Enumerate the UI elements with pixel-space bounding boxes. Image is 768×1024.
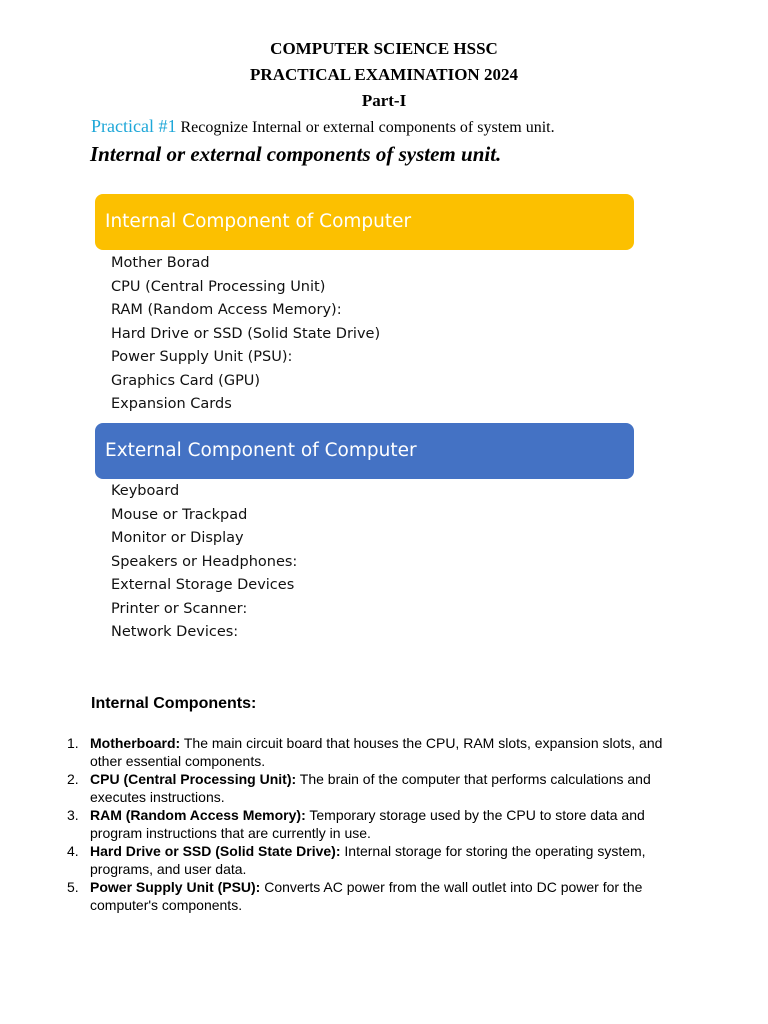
- item-number: 2.: [67, 771, 79, 787]
- description-item: [67, 806, 687, 842]
- item-description: Internal storage for storing the operating system, programs, and user data.: [90, 843, 646, 877]
- list-item: Expansion Cards: [111, 396, 232, 412]
- item-term: Power Supply Unit (PSU):: [90, 879, 261, 895]
- practical-number: Practical #1: [91, 116, 177, 136]
- list-item: Keyboard: [111, 483, 180, 499]
- exam-subtitle: PRACTICAL EXAMINATION 2024: [250, 65, 518, 84]
- internal-component-banner: Internal Component of Computer: [95, 194, 634, 250]
- item-term: RAM (Random Access Memory):: [90, 807, 306, 823]
- item-number: 3.: [67, 807, 79, 823]
- list-item: External Storage Devices: [111, 577, 295, 593]
- list-item: CPU (Central Processing Unit): [111, 278, 326, 295]
- list-item: Graphics Card (GPU): [111, 372, 261, 389]
- internal-component-list: [111, 252, 380, 417]
- list-item: Mouse or Trackpad: [111, 506, 248, 523]
- practical-task: Recognize Internal or external components of system unit.: [180, 119, 555, 136]
- exam-title: COMPUTER SCIENCE HSSC: [270, 39, 498, 58]
- list-item: Printer or Scanner:: [111, 600, 248, 617]
- list-item: Power Supply Unit (PSU):: [111, 349, 293, 365]
- item-term: Motherboard:: [90, 735, 181, 751]
- item-number: 4.: [67, 843, 79, 859]
- item-term: Hard Drive or SSD (Solid State Drive):: [90, 843, 341, 859]
- item-term: CPU (Central Processing Unit):: [90, 771, 297, 787]
- description-item: [67, 770, 687, 806]
- list-item: RAM (Random Access Memory):: [111, 302, 342, 318]
- external-component-list: [111, 480, 297, 645]
- item-number: 5.: [67, 879, 79, 895]
- item-description: Temporary storage used by the CPU to store data and program instructions that are currently in use.: [90, 807, 645, 841]
- list-item: Mother Borad: [111, 255, 210, 271]
- list-item: Speakers or Headphones:: [111, 553, 298, 570]
- part-label: Part-I: [361, 91, 407, 110]
- internal-components-heading: Internal Components:: [91, 695, 257, 712]
- list-item: Hard Drive or SSD (Solid State Drive): [111, 325, 381, 342]
- item-description: The main circuit board that houses the CPU, RAM slots, expansion slots, and other essential components.: [90, 735, 663, 769]
- section-subtitle: Internal or external components of system unit.: [90, 142, 502, 166]
- description-item: [67, 842, 687, 878]
- list-item: Monitor or Display: [111, 530, 244, 546]
- item-description: The brain of the computer that performs calculations and executes instructions.: [90, 771, 651, 805]
- internal-components-description-list: [67, 734, 687, 914]
- practical-line: [91, 116, 555, 138]
- list-item: Network Devices:: [111, 624, 239, 640]
- external-component-banner: External Component of Computer: [95, 423, 634, 479]
- item-number: 1.: [67, 735, 79, 751]
- item-description: Converts AC power from the wall outlet into DC power for the computer's components.: [90, 879, 643, 913]
- description-item: [67, 734, 687, 770]
- description-item: [67, 878, 687, 914]
